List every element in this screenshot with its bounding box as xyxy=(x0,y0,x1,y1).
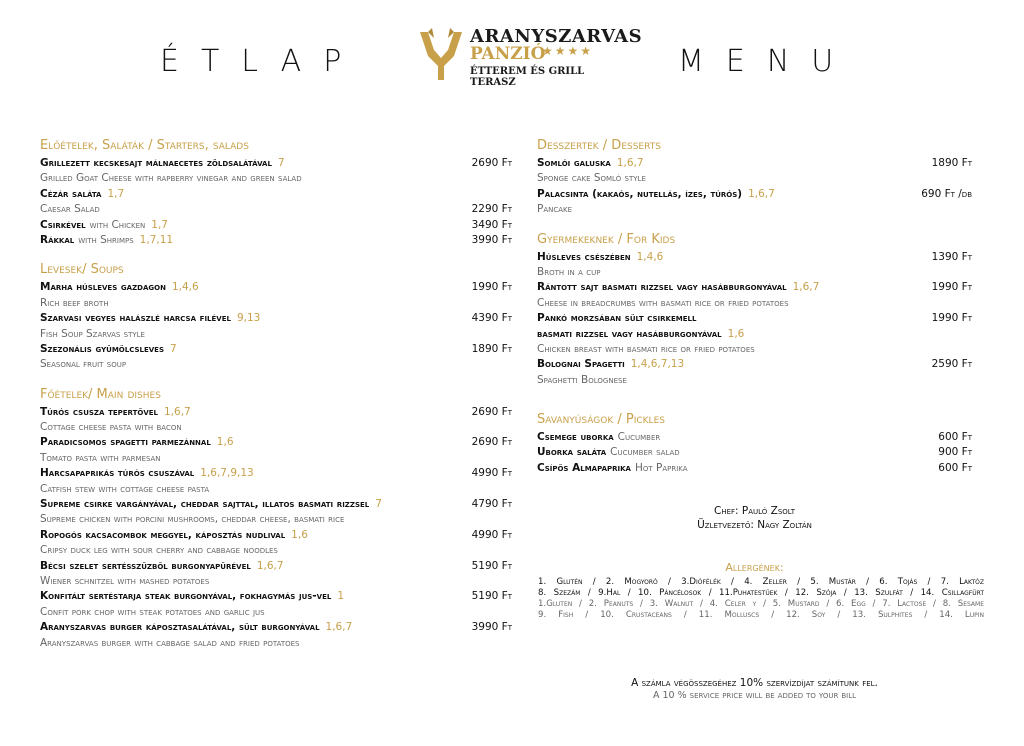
rating-stars: ★★★★ xyxy=(542,44,594,58)
menu-left-column xyxy=(40,138,512,651)
menu-item-english: Sponge cake Somló style xyxy=(537,172,646,185)
section-heading-soups: Levesek/ Soups xyxy=(40,262,124,278)
menu-item: Túrós csusza tepertővel 1,6,7 2690 Ft xyxy=(40,405,512,418)
service-charge-en: A 10 % service price will be added to your bill xyxy=(652,690,857,701)
menu-item: Grillezett kecskesajt málnaecetes zöldsalátával 7 2690 Ft xyxy=(40,157,512,169)
menu-item: Palacsinta (kakaós, nutellás, ízes, túrós) 1,6,7 690 Ft /db xyxy=(537,187,972,200)
allergens-title: Allergének: xyxy=(725,561,784,574)
section-heading-kids: Gyermekeknek / For Kids xyxy=(537,231,676,247)
menu-item: Ropogós kacsacombok meggyel, káposztás nudlival 1,6 4990 Ft xyxy=(40,528,512,541)
menu-item: Csípős Almapaprika Hot Paprika 600 Ft xyxy=(537,461,972,474)
menu-item-english: Cripsy duck leg with sour cherry and cabbage noodles xyxy=(40,544,278,557)
menu-item-english: Confit pork chop with steak potatoes and garlic jus xyxy=(40,605,265,618)
brand-tagline: ÉTTEREM ÉS GRILL TERASZ xyxy=(470,66,585,88)
menu-item-english: Cheese in breadcrumbs with basmati rice or fried potatoes xyxy=(537,296,789,309)
menu-item: Paradicsomos spagetti parmezánnal 1,6 2690 Ft xyxy=(40,436,512,449)
menu-item-english: Pancake xyxy=(537,203,573,216)
menu-item: Pankó morzsában sült csirkemell 1990 Ft xyxy=(537,312,972,325)
menu-item: Szezonális gyümölcsleves 7 1890 Ft xyxy=(40,342,512,355)
title-hungarian: ÉTLAP xyxy=(160,44,364,79)
menu-item: Konfitált sertéstarja steak burgonyával, fokhagymás jus-vel 1 5190 Ft xyxy=(40,590,512,603)
brand-name: ARANYSZARVAS xyxy=(470,26,643,47)
menu-right-column xyxy=(537,138,972,476)
menu-item-english: Aranyszarvas burger with cabbage salad and fried potatoes xyxy=(40,636,300,649)
menu-item: Csirkével with Chicken 1,7 3490 Ft xyxy=(40,218,512,231)
menu-item: Supreme csirke vargányával, cheddar sajttal, illatos basmati rizzsel 7 4790 Ft xyxy=(40,498,512,511)
allergens-hu-line-1: 1. Glutén / 2. Mogyoró / 3.Diófélék / 4. Zeller / 5. Mustár / 6. Tojás / 7. Laktóz xyxy=(538,577,984,587)
brand-subname: PANZIÓ xyxy=(470,44,546,64)
menu-item: Harcsapaprikás túrós csuszával 1,6,7,9,13 4990 Ft xyxy=(40,467,512,480)
menu-item: Csemege uborka Cucumber 600 Ft xyxy=(537,431,972,444)
menu-item: Marha húsleves gazdagon 1,4,6 1990 Ft xyxy=(40,281,512,294)
antler-emblem-icon xyxy=(418,28,464,82)
menu-item: Uborka saláta Cucumber salad 900 Ft xyxy=(537,446,972,459)
menu-item-english: Fish Soup Szarvas style xyxy=(40,327,145,340)
menu-item: Bolognai Spagetti 1,4,6,7,13 2590 Ft xyxy=(537,358,972,371)
manager-name: Üzletvezető: Nagy Zoltán xyxy=(697,519,812,531)
menu-item: basmati rizzsel vagy hasábburgonyával 1,6 xyxy=(537,327,745,340)
menu-item: Somlói galuska 1,6,7 1890 Ft xyxy=(537,157,972,169)
restaurant-logo xyxy=(418,26,643,88)
menu-item: Rántott sajt basmati rizzsel vagy hasábburgonyával 1,6,7 1990 Ft xyxy=(537,281,972,294)
menu-item-english: Catfish stew with cottage cheese pasta xyxy=(40,482,210,495)
allergens-hu-line-2: 8. Szezám / 9.Hal / 10. Páncélosok / 11.Puhatestűek / 12. Szója / 13. Szulfát / 14. Csillagfürt xyxy=(538,588,984,598)
menu-item-english: Supreme chicken with porcini mushrooms, cheddar cheese, basmati rice xyxy=(40,513,345,526)
menu-item-english: Seasonal fruit soup xyxy=(40,358,127,371)
menu-item: Aranyszarvas burger káposztasalátával, sült burgonyával 1,6,7 3990 Ft xyxy=(40,621,512,634)
menu-item-english: Caesar Salad 2290 Ft xyxy=(40,203,512,216)
chef-name: Chef: Pauló Zsolt xyxy=(713,505,796,517)
menu-item: Bécsi szelet sertésszűzből burgonyapürével 1,6,7 5190 Ft xyxy=(40,559,512,572)
menu-item: Cézár saláta 1,7 xyxy=(40,187,125,200)
title-english: MENU xyxy=(678,44,856,79)
menu-item-english: Wiener schnitzel with mashed potatoes xyxy=(40,574,210,587)
menu-item: Szarvasi vegyes halászlé harcsa filével 9,13 4390 Ft xyxy=(40,312,512,325)
service-charge-hu: A számla végösszegéhez 10% szervízdíjat számítunk fel. xyxy=(631,677,878,689)
menu-item: Húsleves csészében 1,4,6 1390 Ft xyxy=(537,250,972,263)
section-heading-starters: Előételek, Saláták / Starters, salads xyxy=(40,138,249,153)
menu-item-english: Spaghetti Bolognese xyxy=(537,373,627,386)
allergens-en-line-1: 1.Gluten / 2. Peanuts / 3. Walnut / 4. Celer y / 5. Mustard / 6. Egg / 7. Lactose / 8. Sesame xyxy=(538,599,984,609)
section-heading-main-dishes: Főételek/ Main dishes xyxy=(40,386,161,402)
menu-item-english: Broth in a cup xyxy=(537,265,601,278)
menu-item-english: Tomato pasta with parmesan xyxy=(40,451,161,464)
menu-item-english: Rich beef broth xyxy=(40,296,109,309)
menu-item-english: Cottage cheese pasta with bacon xyxy=(40,421,182,434)
menu-item-english: Chicken breast with basmati rice or fried potatoes xyxy=(537,342,755,355)
section-heading-pickles: Savanyúságok / Pickles xyxy=(537,412,665,428)
menu-item-english: Grilled Goat Cheese with rapberry vinegar and green salad xyxy=(40,172,302,185)
section-heading-desserts: Desszertek / Desserts xyxy=(537,138,661,153)
menu-item: Rákkal with Shrimps 1,7,11 3990 Ft xyxy=(40,233,512,246)
allergens-en-line-2: 9. Fish / 10. Crustaceans / 11. Molluscs / 12. Soy / 13. Sulphites / 14. Lupin xyxy=(538,610,984,620)
